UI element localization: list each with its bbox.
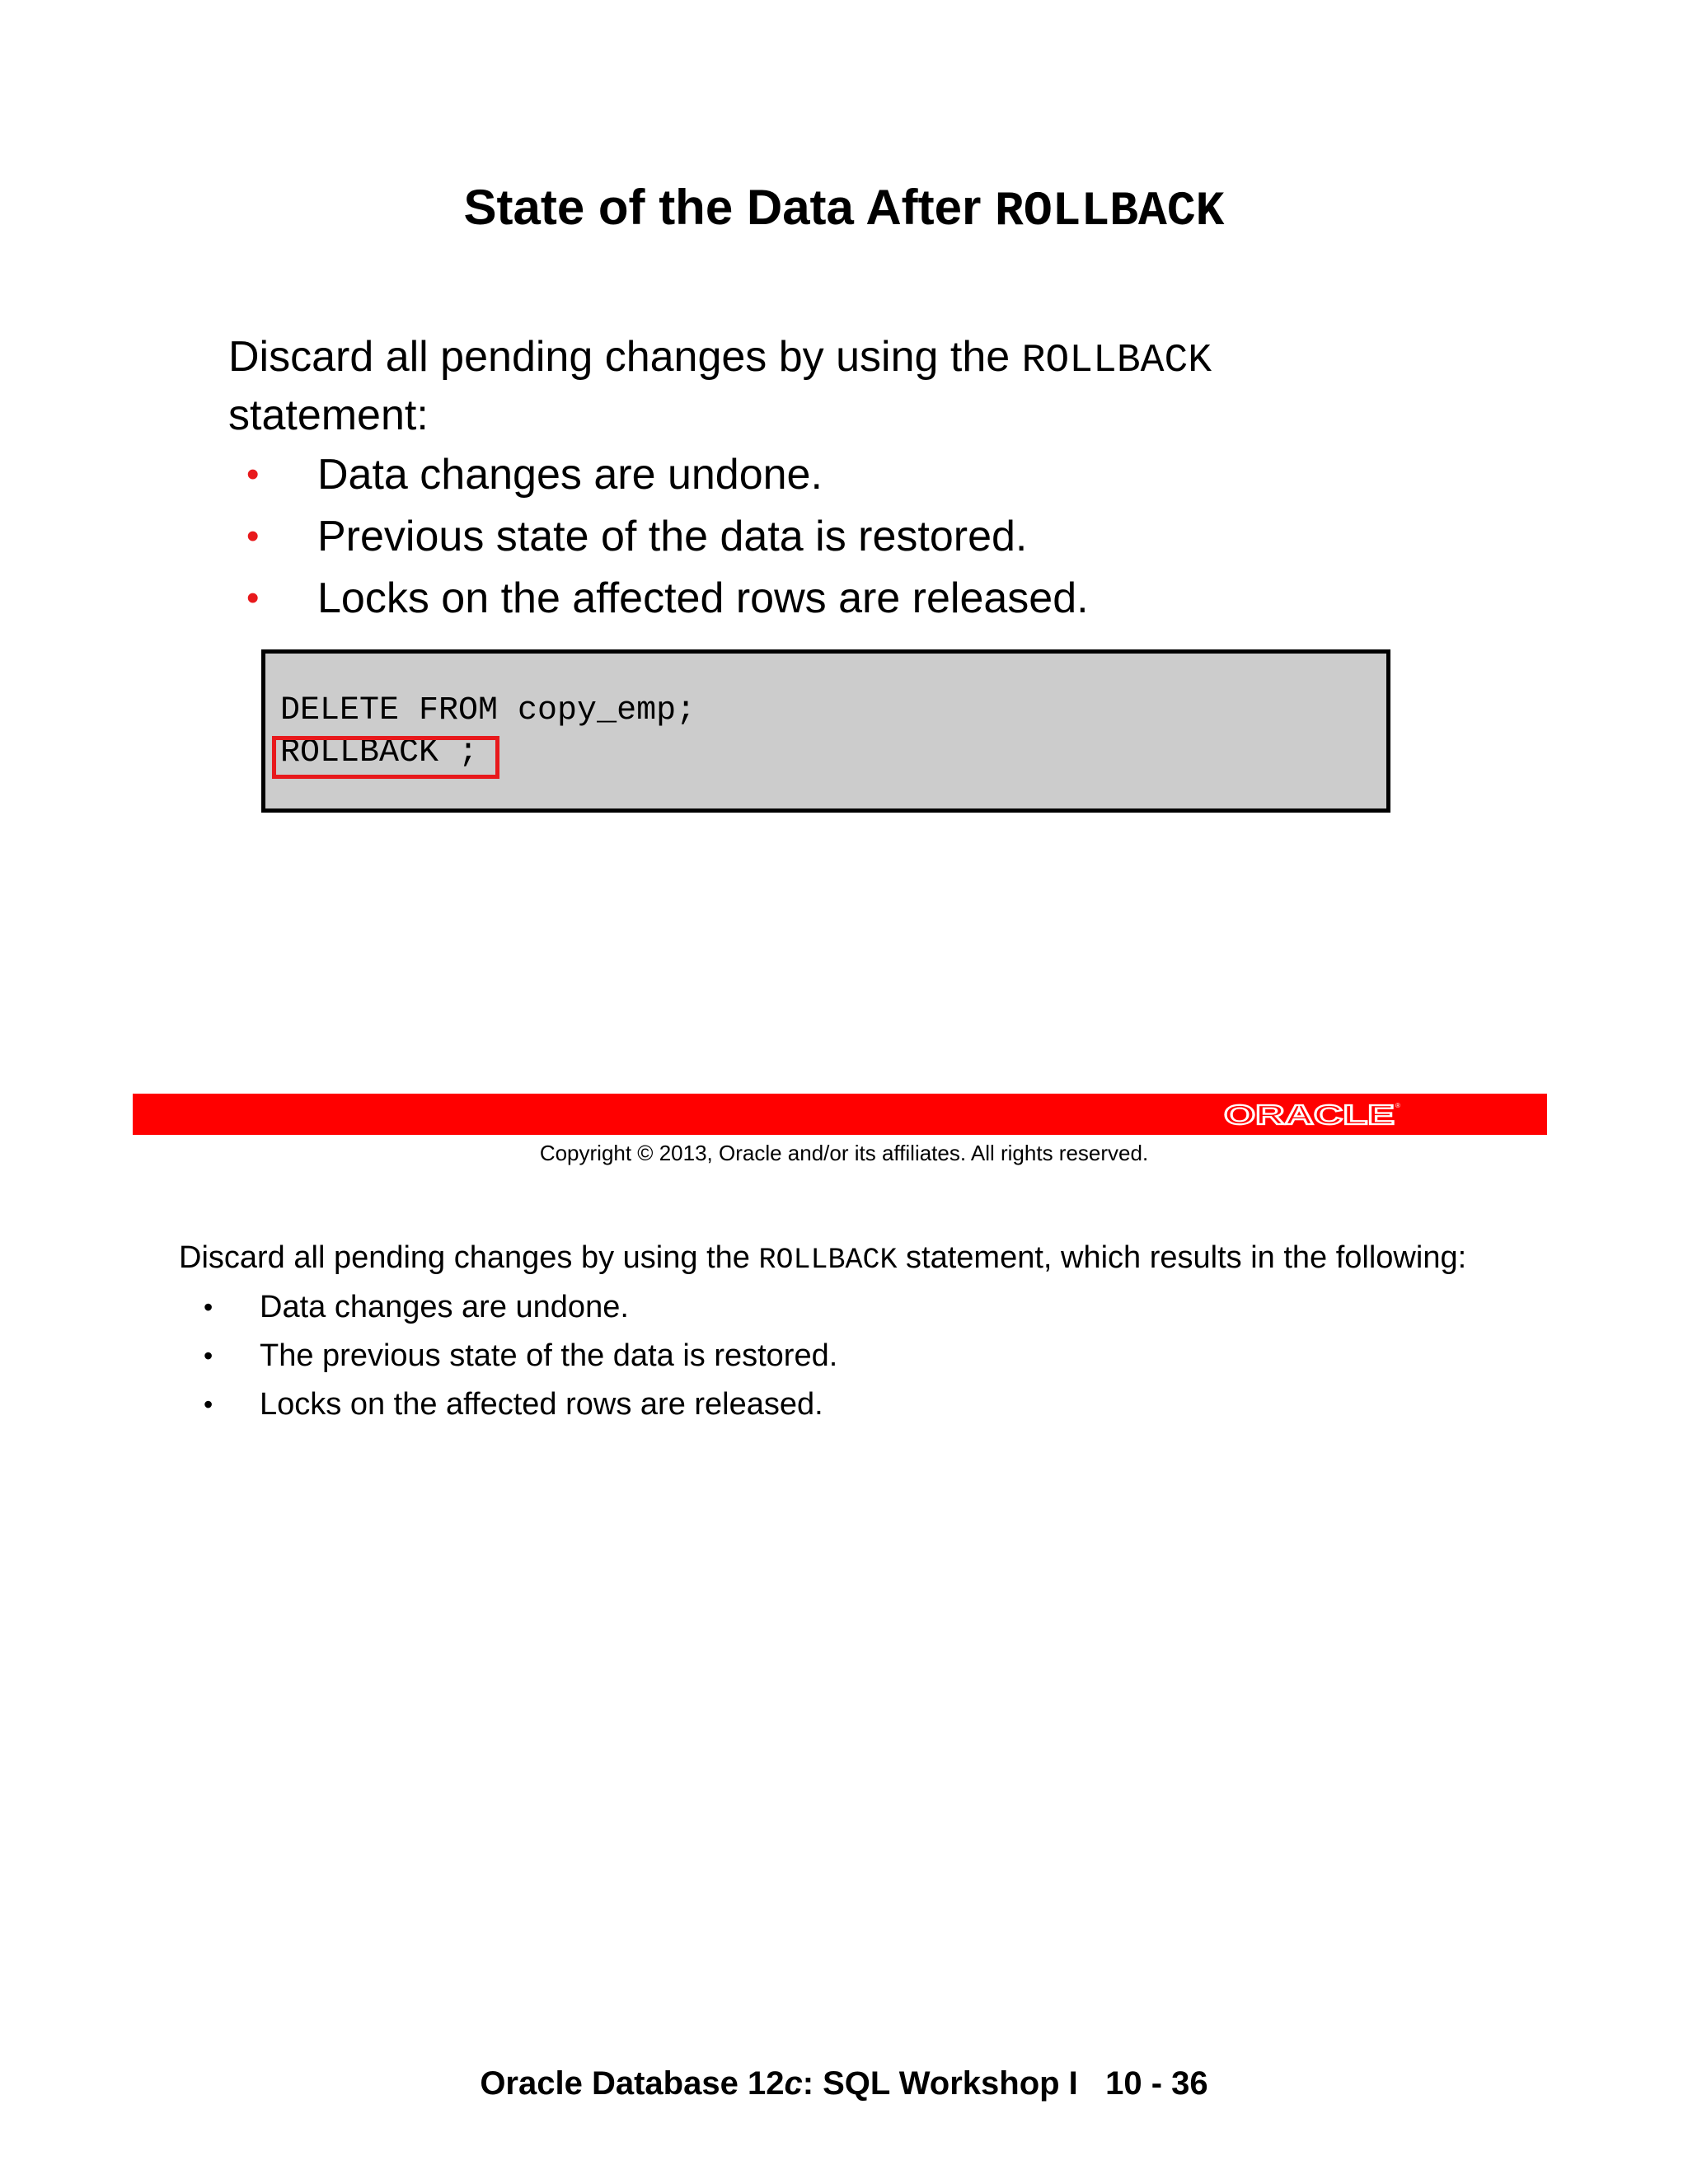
- notes-intro: [179, 1238, 1466, 1280]
- copyright-notice: Copyright © 2013, Oracle and/or its affiliates. All rights reserved.: [539, 1141, 1149, 1165]
- slide-intro: [228, 330, 1465, 443]
- oracle-logo: [1224, 1100, 1402, 1128]
- bullet-icon: •: [204, 1341, 213, 1371]
- bullet-icon: •: [246, 516, 260, 556]
- notes-intro-code: ROLLBACK: [758, 1244, 898, 1277]
- slide-title-code: ROLLBACK: [995, 185, 1225, 239]
- page-footer: [0, 2062, 1688, 2105]
- footer-page-number: 10 - 36: [1105, 2065, 1208, 2102]
- slide-intro-tail: statement:: [228, 391, 429, 439]
- slide-bullet-text: Data changes are undone.: [317, 451, 823, 499]
- bullet-icon: •: [204, 1292, 213, 1322]
- slide-bullet-item: [228, 448, 1089, 509]
- slide-title-text: State of the Data After: [463, 180, 996, 235]
- slide-bullet-text: Locks on the affected rows are released.: [317, 574, 1089, 622]
- notes-intro-text: Discard all pending changes by using the: [179, 1240, 759, 1275]
- slide-bullet-list: [228, 448, 1089, 633]
- footer-book-rest: : SQL Workshop I: [802, 2065, 1078, 2102]
- code-line-rollback: ROLLBACK ;: [280, 734, 479, 771]
- code-box: [261, 649, 1390, 813]
- notes-bullet-text: Data changes are undone.: [260, 1290, 629, 1324]
- notes-bullet-item: [179, 1385, 837, 1433]
- bullet-icon: •: [246, 454, 260, 494]
- rollback-highlight-box: [272, 736, 499, 779]
- slide-bullet-item: [228, 571, 1089, 633]
- slide-intro-text: Discard all pending changes by using the: [228, 333, 1022, 381]
- slide-title: [0, 175, 1688, 246]
- notes-bullet-item: [179, 1287, 837, 1336]
- bullet-icon: •: [204, 1390, 213, 1419]
- notes-bullet-text: Locks on the affected rows are released.: [260, 1387, 823, 1422]
- slide-intro-code: ROLLBACK: [1021, 339, 1212, 383]
- notes-bullet-list: [179, 1287, 837, 1433]
- slide-bullet-text: Previous state of the data is restored.: [317, 513, 1028, 560]
- slide-bullet-item: [228, 509, 1089, 571]
- footer-book-version: c: [784, 2065, 803, 2102]
- notes-bullet-text: The previous state of the data is restored.: [260, 1338, 838, 1373]
- notes-bullet-item: [179, 1336, 837, 1385]
- oracle-logo-text: ORACLE: [1224, 1100, 1395, 1128]
- code-line-delete: DELETE FROM copy_emp;: [280, 692, 696, 729]
- footer-book-prefix: Oracle Database 12: [480, 2065, 785, 2102]
- svg-text:®: ®: [1395, 1102, 1400, 1109]
- notes-intro-tail: statement, which results in the following:: [897, 1240, 1467, 1275]
- bullet-icon: •: [246, 578, 260, 618]
